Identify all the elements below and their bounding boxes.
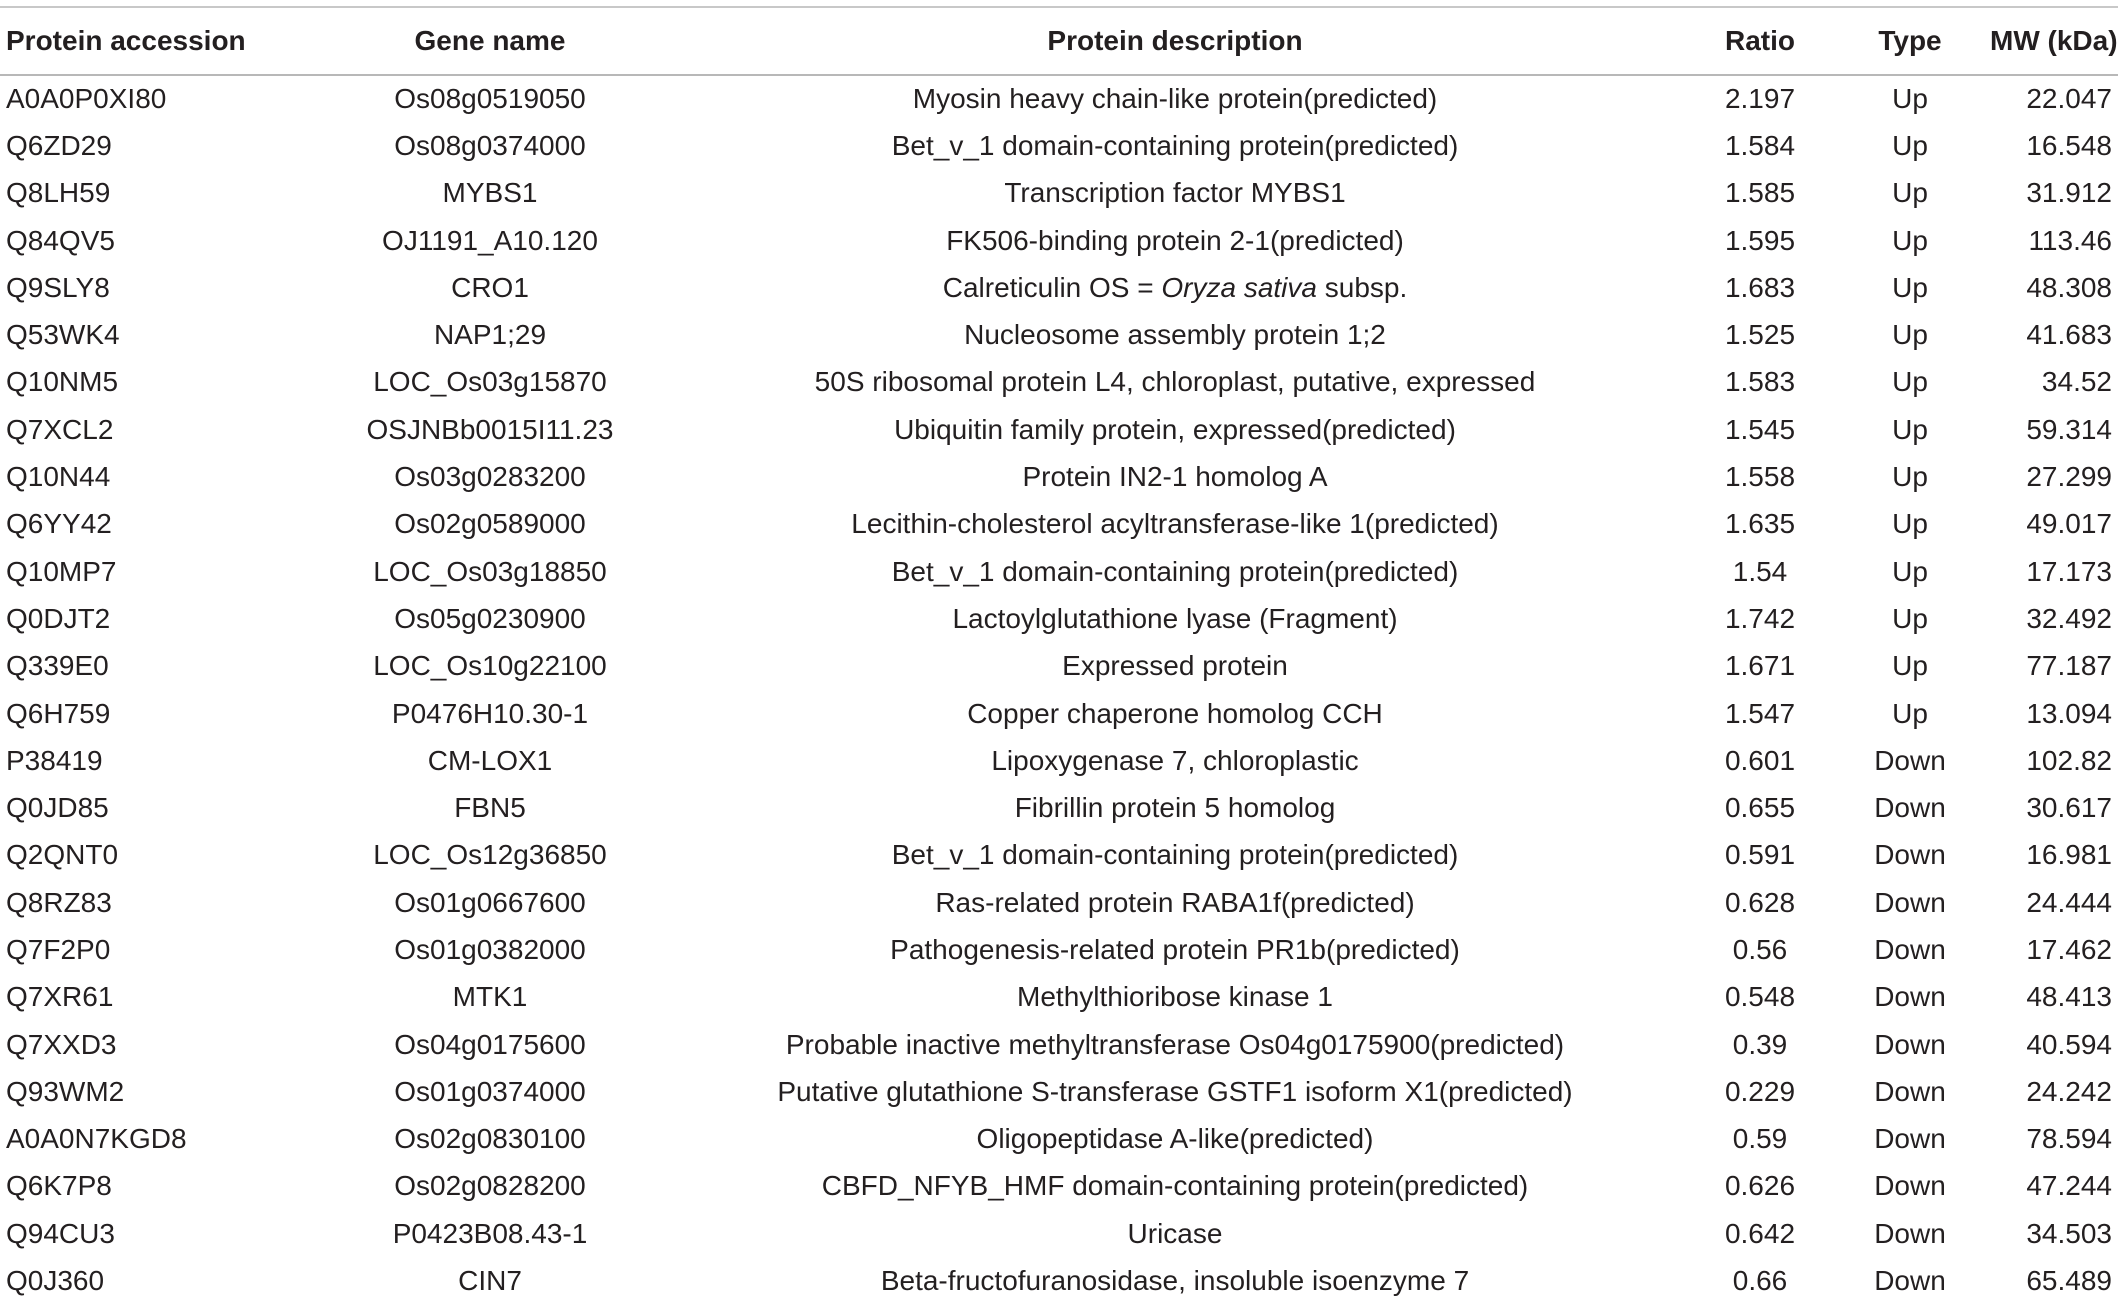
cell-description: Expressed protein bbox=[1062, 650, 1288, 682]
cell-mw: 78.594 bbox=[2026, 1123, 2112, 1155]
cell-ratio: 1.545 bbox=[1724, 413, 1796, 445]
table-row bbox=[0, 217, 2118, 264]
cell-type: Down bbox=[1874, 886, 1946, 918]
cell-ratio: 1.742 bbox=[1724, 602, 1796, 634]
cell-ratio: 0.56 bbox=[1732, 933, 1788, 965]
cell-mw: 30.617 bbox=[2026, 792, 2112, 824]
cell-description: Copper chaperone homolog CCH bbox=[967, 697, 1383, 729]
cell-gene: LOC_Os03g15870 bbox=[373, 366, 607, 398]
cell-accession: Q8RZ83 bbox=[6, 886, 112, 918]
cell-accession: Q10N44 bbox=[6, 461, 111, 493]
table-row bbox=[0, 784, 2118, 831]
cell-description: Bet_v_1 domain-containing protein(predicted) bbox=[891, 555, 1459, 587]
cell-accession: A0A0P0XI80 bbox=[6, 83, 167, 115]
table-row bbox=[0, 1116, 2118, 1163]
cell-gene: LOC_Os12g36850 bbox=[373, 839, 607, 871]
cell-mw: 34.52 bbox=[2041, 366, 2112, 398]
cell-description: Lipoxygenase 7, chloroplastic bbox=[991, 744, 1359, 776]
table-body bbox=[0, 75, 2118, 1305]
cell-gene: OSJNBb0015I11.23 bbox=[366, 413, 614, 445]
cell-gene: Os03g0283200 bbox=[394, 461, 586, 493]
cell-ratio: 0.59 bbox=[1732, 1123, 1788, 1155]
cell-ratio: 1.671 bbox=[1724, 650, 1796, 682]
cell-type: Up bbox=[1892, 461, 1928, 493]
cell-accession: Q7XXD3 bbox=[6, 1028, 117, 1060]
cell-accession: Q6YY42 bbox=[6, 508, 112, 540]
cell-type: Up bbox=[1892, 319, 1928, 351]
cell-description: Ras-related protein RABA1f(predicted) bbox=[935, 886, 1415, 918]
cell-description: 50S ribosomal protein L4, chloroplast, putative, expressed bbox=[814, 366, 1536, 398]
cell-type: Down bbox=[1874, 981, 1946, 1013]
cell-type: Up bbox=[1892, 129, 1928, 161]
header-gene-name: Gene name bbox=[320, 7, 660, 75]
cell-type: Up bbox=[1892, 697, 1928, 729]
cell-gene: LOC_Os03g18850 bbox=[373, 555, 607, 587]
cell-description: Myosin heavy chain-like protein(predicted) bbox=[912, 83, 1438, 115]
cell-mw: 16.981 bbox=[2026, 839, 2112, 871]
cell-mw: 24.444 bbox=[2026, 886, 2112, 918]
cell-accession: Q7F2P0 bbox=[6, 933, 111, 965]
header-row bbox=[0, 7, 2118, 75]
cell-type: Up bbox=[1892, 366, 1928, 398]
cell-accession: Q94CU3 bbox=[6, 1217, 115, 1249]
header-protein-accession: Protein accession bbox=[0, 7, 320, 75]
cell-ratio: 2.197 bbox=[1724, 83, 1796, 115]
cell-ratio: 0.229 bbox=[1724, 1075, 1796, 1107]
cell-ratio: 0.626 bbox=[1724, 1170, 1796, 1202]
cell-mw: 24.242 bbox=[2026, 1075, 2112, 1107]
cell-description: Beta-fructofuranosidase, insoluble isoenzyme 7 bbox=[880, 1265, 1470, 1297]
cell-type: Down bbox=[1874, 933, 1946, 965]
cell-description bbox=[660, 264, 1690, 311]
cell-type: Down bbox=[1874, 1028, 1946, 1060]
cell-ratio: 0.601 bbox=[1724, 744, 1796, 776]
cell-mw: 16.548 bbox=[2026, 129, 2112, 161]
cell-gene: Os08g0374000 bbox=[394, 129, 586, 161]
cell-ratio: 0.591 bbox=[1724, 839, 1796, 871]
cell-ratio: 0.655 bbox=[1724, 792, 1796, 824]
cell-mw: 113.46 bbox=[2028, 224, 2112, 256]
cell-type: Up bbox=[1892, 413, 1928, 445]
table-row bbox=[0, 690, 2118, 737]
cell-mw: 49.017 bbox=[2026, 508, 2112, 540]
cell-ratio: 0.628 bbox=[1724, 886, 1796, 918]
cell-type: Down bbox=[1874, 792, 1946, 824]
cell-type: Up bbox=[1892, 650, 1928, 682]
cell-gene: P0476H10.30-1 bbox=[391, 697, 589, 729]
cell-type: Up bbox=[1892, 555, 1928, 587]
cell-accession: Q2QNT0 bbox=[6, 839, 119, 871]
table-row bbox=[0, 879, 2118, 926]
table-row bbox=[0, 406, 2118, 453]
cell-ratio: 1.585 bbox=[1724, 177, 1796, 209]
cell-ratio: 0.642 bbox=[1724, 1217, 1796, 1249]
table-row bbox=[0, 1257, 2118, 1304]
cell-accession: Q9SLY8 bbox=[6, 271, 110, 303]
cell-gene: Os01g0667600 bbox=[394, 886, 586, 918]
cell-mw: 65.489 bbox=[2026, 1265, 2112, 1297]
cell-accession: Q6K7P8 bbox=[6, 1170, 112, 1202]
table-row bbox=[0, 1163, 2118, 1210]
cell-ratio: 0.548 bbox=[1724, 981, 1796, 1013]
cell-mw: 48.308 bbox=[2026, 271, 2112, 303]
cell-type: Up bbox=[1892, 271, 1928, 303]
cell-mw: 13.094 bbox=[2026, 697, 2112, 729]
cell-description: Lactoylglutathione lyase (Fragment) bbox=[952, 602, 1398, 634]
cell-gene: NAP1;29 bbox=[433, 319, 547, 351]
description-text: Calreticulin OS = bbox=[942, 271, 1162, 303]
cell-ratio: 1.547 bbox=[1724, 697, 1796, 729]
cell-gene: Os05g0230900 bbox=[394, 602, 586, 634]
cell-mw: 27.299 bbox=[2026, 461, 2112, 493]
cell-mw: 22.047 bbox=[2026, 83, 2112, 115]
cell-ratio: 0.39 bbox=[1732, 1028, 1788, 1060]
cell-type: Up bbox=[1892, 602, 1928, 634]
cell-gene: Os02g0830100 bbox=[394, 1123, 586, 1155]
cell-type: Up bbox=[1892, 83, 1928, 115]
cell-mw: 59.314 bbox=[2026, 413, 2112, 445]
cell-type: Down bbox=[1874, 744, 1946, 776]
header-type: Type bbox=[1830, 7, 1990, 75]
cell-accession: Q84QV5 bbox=[6, 224, 115, 256]
cell-ratio: 1.525 bbox=[1724, 319, 1796, 351]
cell-gene: FBN5 bbox=[454, 792, 526, 824]
table-row bbox=[0, 75, 2118, 122]
cell-ratio: 1.683 bbox=[1724, 271, 1796, 303]
cell-mw: 31.912 bbox=[2026, 177, 2112, 209]
cell-description: FK506-binding protein 2-1(predicted) bbox=[946, 224, 1404, 256]
cell-accession: Q0J360 bbox=[6, 1265, 105, 1297]
table-row bbox=[0, 501, 2118, 548]
cell-mw: 34.503 bbox=[2026, 1217, 2112, 1249]
cell-mw: 77.187 bbox=[2026, 650, 2112, 682]
cell-description: Pathogenesis-related protein PR1b(predicted) bbox=[890, 933, 1460, 965]
cell-mw: 17.173 bbox=[2026, 555, 2112, 587]
cell-description: Ubiquitin family protein, expressed(predicted) bbox=[894, 413, 1456, 445]
cell-gene: MTK1 bbox=[452, 981, 528, 1013]
table-row bbox=[0, 311, 2118, 358]
cell-gene: CM-LOX1 bbox=[427, 744, 553, 776]
table-row bbox=[0, 548, 2118, 595]
cell-gene: CIN7 bbox=[458, 1265, 522, 1297]
cell-type: Down bbox=[1874, 1265, 1946, 1297]
table-row bbox=[0, 595, 2118, 642]
cell-gene: Os02g0589000 bbox=[394, 508, 586, 540]
cell-accession: A0A0N7KGD8 bbox=[6, 1123, 187, 1155]
cell-ratio: 1.583 bbox=[1724, 366, 1796, 398]
cell-gene: P0423B08.43-1 bbox=[392, 1217, 588, 1249]
cell-ratio: 1.595 bbox=[1724, 224, 1796, 256]
species-name: Oryza sativa bbox=[1161, 271, 1317, 303]
cell-description: Oligopeptidase A-like(predicted) bbox=[976, 1123, 1374, 1155]
cell-gene: LOC_Os10g22100 bbox=[373, 650, 607, 682]
table-row bbox=[0, 926, 2118, 973]
header-ratio: Ratio bbox=[1690, 7, 1830, 75]
cell-type: Down bbox=[1874, 1123, 1946, 1155]
cell-mw: 17.462 bbox=[2026, 933, 2112, 965]
header-protein-description: Protein description bbox=[660, 7, 1690, 75]
table-row bbox=[0, 170, 2118, 217]
table-row bbox=[0, 453, 2118, 500]
table-row bbox=[0, 643, 2118, 690]
cell-type: Down bbox=[1874, 1170, 1946, 1202]
cell-mw: 40.594 bbox=[2026, 1028, 2112, 1060]
cell-ratio: 1.635 bbox=[1724, 508, 1796, 540]
cell-description: Probable inactive methyltransferase Os04g0175900(predicted) bbox=[785, 1028, 1565, 1060]
cell-accession: Q7XR61 bbox=[6, 981, 114, 1013]
cell-description: Bet_v_1 domain-containing protein(predicted) bbox=[891, 129, 1459, 161]
cell-type: Down bbox=[1874, 839, 1946, 871]
table-row bbox=[0, 832, 2118, 879]
table-row bbox=[0, 122, 2118, 169]
cell-accession: Q339E0 bbox=[6, 650, 109, 682]
cell-type: Up bbox=[1892, 177, 1928, 209]
cell-accession: Q6H759 bbox=[6, 697, 111, 729]
cell-gene: Os01g0382000 bbox=[394, 933, 586, 965]
cell-type: Up bbox=[1892, 508, 1928, 540]
cell-description: Protein IN2-1 homolog A bbox=[1022, 461, 1328, 493]
table-row bbox=[0, 737, 2118, 784]
cell-description: CBFD_NFYB_HMF domain-containing protein(predicted) bbox=[821, 1170, 1529, 1202]
cell-gene: OJ1191_A10.120 bbox=[382, 224, 598, 256]
cell-ratio: 1.584 bbox=[1724, 129, 1796, 161]
cell-accession: Q53WK4 bbox=[6, 319, 120, 351]
cell-type: Down bbox=[1874, 1075, 1946, 1107]
cell-description: Nucleosome assembly protein 1;2 bbox=[964, 319, 1386, 351]
cell-description: Transcription factor MYBS1 bbox=[1004, 177, 1346, 209]
cell-accession: Q8LH59 bbox=[6, 177, 111, 209]
cell-gene: CRO1 bbox=[451, 271, 529, 303]
cell-gene: Os02g0828200 bbox=[394, 1170, 586, 1202]
cell-description: Methylthioribose kinase 1 bbox=[1017, 981, 1333, 1013]
table-row bbox=[0, 359, 2118, 406]
cell-accession: Q7XCL2 bbox=[6, 413, 114, 445]
cell-accession: Q0DJT2 bbox=[6, 602, 111, 634]
cell-description: Lecithin-cholesterol acyltransferase-like 1(predicted) bbox=[851, 508, 1499, 540]
cell-description: Bet_v_1 domain-containing protein(predicted) bbox=[891, 839, 1459, 871]
cell-description: Uricase bbox=[1127, 1217, 1223, 1249]
cell-accession: P38419 bbox=[6, 744, 103, 776]
cell-accession: Q6ZD29 bbox=[6, 129, 112, 161]
cell-mw: 41.683 bbox=[2026, 319, 2112, 351]
description-text: subsp. bbox=[1316, 271, 1408, 303]
cell-ratio: 1.558 bbox=[1724, 461, 1796, 493]
table-row bbox=[0, 974, 2118, 1021]
cell-ratio: 0.66 bbox=[1732, 1265, 1788, 1297]
cell-mw: 47.244 bbox=[2026, 1170, 2112, 1202]
cell-gene: Os04g0175600 bbox=[394, 1028, 586, 1060]
cell-type: Up bbox=[1892, 224, 1928, 256]
header-mw: MW (kDa) bbox=[1990, 7, 2118, 75]
table-row bbox=[0, 1068, 2118, 1115]
cell-mw: 102.82 bbox=[2026, 744, 2112, 776]
cell-type: Down bbox=[1874, 1217, 1946, 1249]
cell-accession: Q93WM2 bbox=[6, 1075, 125, 1107]
cell-description: Fibrillin protein 5 homolog bbox=[1014, 792, 1336, 824]
cell-accession: Q0JD85 bbox=[6, 792, 109, 824]
table-header bbox=[0, 7, 2118, 75]
table-row bbox=[0, 1021, 2118, 1068]
cell-gene: Os08g0519050 bbox=[394, 83, 586, 115]
cell-accession: Q10MP7 bbox=[6, 555, 117, 587]
cell-mw: 32.492 bbox=[2026, 602, 2112, 634]
cell-gene: Os01g0374000 bbox=[394, 1075, 586, 1107]
cell-accession: Q10NM5 bbox=[6, 366, 119, 398]
table-row bbox=[0, 264, 2118, 311]
table-row bbox=[0, 1210, 2118, 1257]
cell-gene: MYBS1 bbox=[442, 177, 538, 209]
cell-mw: 48.413 bbox=[2026, 981, 2112, 1013]
cell-ratio: 1.54 bbox=[1732, 555, 1788, 587]
cell-description: Putative glutathione S-transferase GSTF1 isoform X1(predicted) bbox=[777, 1075, 1573, 1107]
protein-table bbox=[0, 6, 2118, 1305]
